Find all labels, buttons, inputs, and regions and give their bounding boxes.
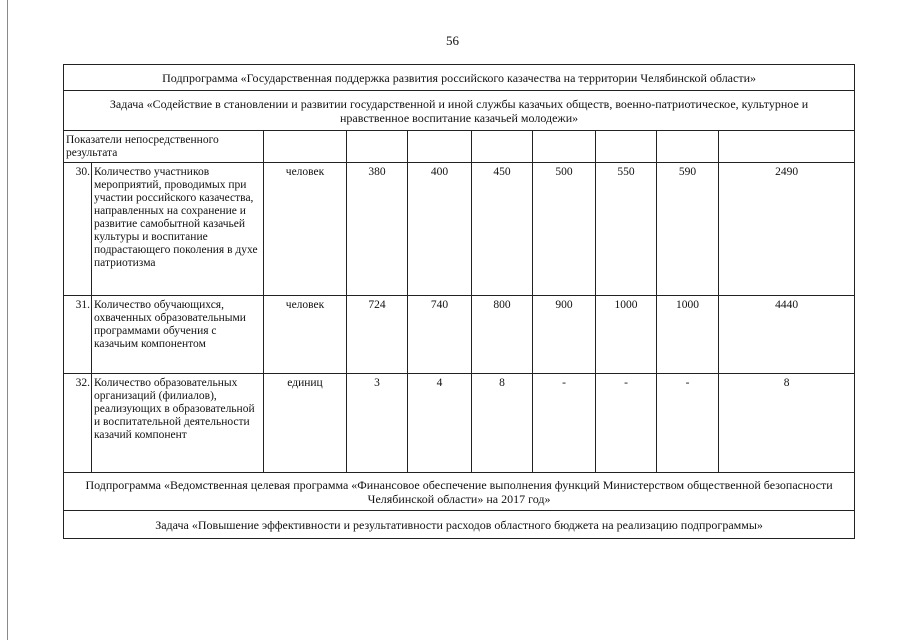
row-number: 31.	[64, 296, 92, 374]
value-cell: 550	[596, 163, 657, 296]
value-cell: 724	[347, 296, 408, 374]
value-cell: 450	[472, 163, 533, 296]
value-cell: 3	[347, 374, 408, 473]
page-number: 56	[446, 33, 459, 48]
value-cell: 500	[533, 163, 596, 296]
task-row-1	[64, 91, 855, 131]
unit-cell: человек	[264, 163, 347, 296]
value-cell: -	[657, 374, 719, 473]
subprogram-row-1	[64, 65, 855, 91]
task-title-1: Задача «Содействие в становлении и развитии государственной и иной службы казачьих обществ, военно-патриотическое, культурное и нравственное воспитание казачьей молодежи»	[64, 91, 855, 131]
table-row	[64, 374, 855, 473]
empty-cell	[264, 131, 347, 163]
indicators-header-row	[64, 131, 855, 163]
indicators-table	[63, 64, 855, 539]
value-cell: 1000	[657, 296, 719, 374]
value-cell: 800	[472, 296, 533, 374]
value-cell: -	[596, 374, 657, 473]
total-cell: 2490	[719, 163, 855, 296]
indicator-name: Количество обучающихся, охваченных образовательными программами обучения с казачьим компонентом	[92, 296, 264, 374]
row-number: 30.	[64, 163, 92, 296]
value-cell: 380	[347, 163, 408, 296]
empty-cell	[408, 131, 472, 163]
unit-cell: единиц	[264, 374, 347, 473]
indicator-name: Количество образовательных организаций (филиалов), реализующих в образовательной и воспитательной деятельности казачий компонент	[92, 374, 264, 473]
empty-cell	[533, 131, 596, 163]
value-cell: 8	[472, 374, 533, 473]
task-title-2: Задача «Повышение эффективности и результативности расходов областного бюджета на реализацию подпрограммы»	[64, 511, 855, 539]
value-cell: 740	[408, 296, 472, 374]
value-cell: 590	[657, 163, 719, 296]
unit-cell: человек	[264, 296, 347, 374]
value-cell: 400	[408, 163, 472, 296]
value-cell: 900	[533, 296, 596, 374]
total-cell: 4440	[719, 296, 855, 374]
indicator-name: Количество участников мероприятий, проводимых при участии российского казачества, направленных на сохранение и развитие самобытной казачьей культуры и воспитание подрастающего поколения в духе патриотизма	[92, 163, 264, 296]
subprogram-row-2	[64, 473, 855, 511]
page-edge-rule	[7, 0, 8, 640]
total-cell: 8	[719, 374, 855, 473]
empty-cell	[596, 131, 657, 163]
table-row	[64, 163, 855, 296]
row-number: 32.	[64, 374, 92, 473]
value-cell: -	[533, 374, 596, 473]
empty-cell	[347, 131, 408, 163]
value-cell: 4	[408, 374, 472, 473]
task-row-2	[64, 511, 855, 539]
value-cell: 1000	[596, 296, 657, 374]
subprogram-title-2: Подпрограмма «Ведомственная целевая программа «Финансовое обеспечение выполнения функций Министерством общественной безопасности Челябинской области» на 2017 год»	[64, 473, 855, 511]
empty-cell	[657, 131, 719, 163]
empty-cell	[719, 131, 855, 163]
table-row	[64, 296, 855, 374]
subprogram-title-1: Подпрограмма «Государственная поддержка развития российского казачества на территории Челябинской области»	[64, 65, 855, 91]
empty-cell	[472, 131, 533, 163]
indicators-label: Показатели непосредственного результата	[64, 131, 264, 163]
